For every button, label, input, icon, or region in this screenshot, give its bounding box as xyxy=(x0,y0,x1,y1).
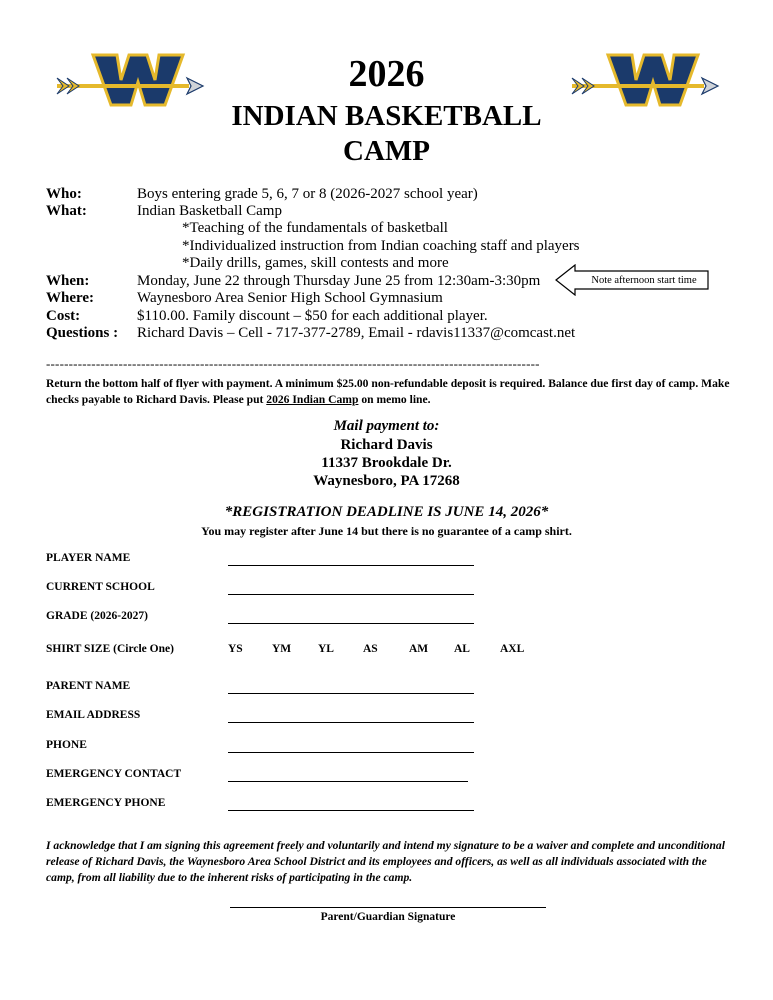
liability-waiver: I acknowledge that I am signing this agreement freely and voluntarily and intend my signature to be a waiver and complete and unconditional release of Richard Davis, the Waynesboro Area School District and its employees and officers, as well as all individuals associated with the camp, from all liability due to the inherent risks of participating in the camp. xyxy=(46,839,725,884)
questions-label: Questions : xyxy=(46,325,119,341)
flyer-title-line2: CAMP xyxy=(343,135,430,167)
what-bullet: *Teaching of the fundamentals of basketball xyxy=(182,220,448,236)
current-school-label: CURRENT SCHOOL xyxy=(46,581,155,593)
who-label: Who: xyxy=(46,186,82,202)
parent-name-label: PARENT NAME xyxy=(46,680,131,692)
shirt-size-option[interactable]: YS xyxy=(228,643,243,655)
return-text-part1: Return the bottom half of flyer with payment. A minimum $25.00 non-refundable deposit is required. Balance due first day of camp. Make checks payable to Richard Davis. Please put xyxy=(46,377,730,406)
grade-label: GRADE (2026-2027) xyxy=(46,610,148,622)
mail-name: Richard Davis xyxy=(340,437,433,453)
email-address-field[interactable] xyxy=(228,722,474,723)
phone-field[interactable] xyxy=(228,752,474,753)
phone-label: PHONE xyxy=(46,739,87,751)
what-value: Indian Basketball Camp xyxy=(137,203,282,219)
shirt-size-label: SHIRT SIZE (Circle One) xyxy=(46,643,174,655)
signature-field[interactable] xyxy=(230,907,546,908)
current-school-field[interactable] xyxy=(228,594,474,595)
memo-text: 2026 Indian Camp xyxy=(266,393,359,406)
shirt-size-option[interactable]: YM xyxy=(272,643,292,655)
what-bullet: *Daily drills, games, skill contests and more xyxy=(182,255,449,271)
mail-city: Waynesboro, PA 17268 xyxy=(313,473,460,489)
late-registration-note: You may register after June 14 but there is no guarantee of a camp shirt. xyxy=(201,524,572,538)
shirt-size-option[interactable]: AL xyxy=(454,643,470,655)
afternoon-note: Note afternoon start time xyxy=(591,275,697,286)
when-label: When: xyxy=(46,273,90,289)
mail-street: 11337 Brookdale Dr. xyxy=(321,455,452,471)
mail-heading: Mail payment to: xyxy=(333,418,440,434)
signature-label: Parent/Guardian Signature xyxy=(320,911,456,923)
cost-value: $110.00. Family discount – $50 for each additional player. xyxy=(137,308,488,324)
emergency-phone-field[interactable] xyxy=(228,810,474,811)
shirt-size-option[interactable]: AM xyxy=(409,643,429,655)
emergency-contact-label: EMERGENCY CONTACT xyxy=(46,768,182,780)
who-value: Boys entering grade 5, 6, 7 or 8 (2026-2027 school year) xyxy=(137,186,478,202)
questions-value: Richard Davis – Cell - 717-377-2789, Email - rdavis11337@comcast.net xyxy=(137,325,576,341)
flyer-title-line1: INDIAN BASKETBALL xyxy=(231,100,542,132)
flyer-year: 2026 xyxy=(348,53,425,95)
player-name-label: PLAYER NAME xyxy=(46,552,131,564)
return-text-part2: on memo line. xyxy=(358,393,431,406)
where-label: Where: xyxy=(46,290,95,306)
what-label: What: xyxy=(46,203,87,219)
return-instructions xyxy=(46,376,736,408)
email-address-label: EMAIL ADDRESS xyxy=(46,709,141,721)
emergency-contact-field[interactable] xyxy=(228,781,468,782)
when-value: Monday, June 22 through Thursday June 25 from 12:30am-3:30pm xyxy=(137,273,541,289)
registration-deadline: *REGISTRATION DEADLINE IS JUNE 14, 2026* xyxy=(224,504,549,520)
player-name-field[interactable] xyxy=(228,565,474,566)
cut-line: ------------------------------------------------------------------------------------------------------------- xyxy=(46,356,540,371)
where-value: Waynesboro Area Senior High School Gymnasium xyxy=(137,290,443,306)
what-bullet: *Individualized instruction from Indian coaching staff and players xyxy=(182,238,580,254)
shirt-size-option[interactable]: YL xyxy=(318,643,334,655)
shirt-size-option[interactable]: AXL xyxy=(500,643,525,655)
cost-label: Cost: xyxy=(46,308,81,324)
grade-field[interactable] xyxy=(228,623,474,624)
emergency-phone-label: EMERGENCY PHONE xyxy=(46,797,166,809)
parent-name-field[interactable] xyxy=(228,693,474,694)
shirt-size-option[interactable]: AS xyxy=(363,643,378,655)
